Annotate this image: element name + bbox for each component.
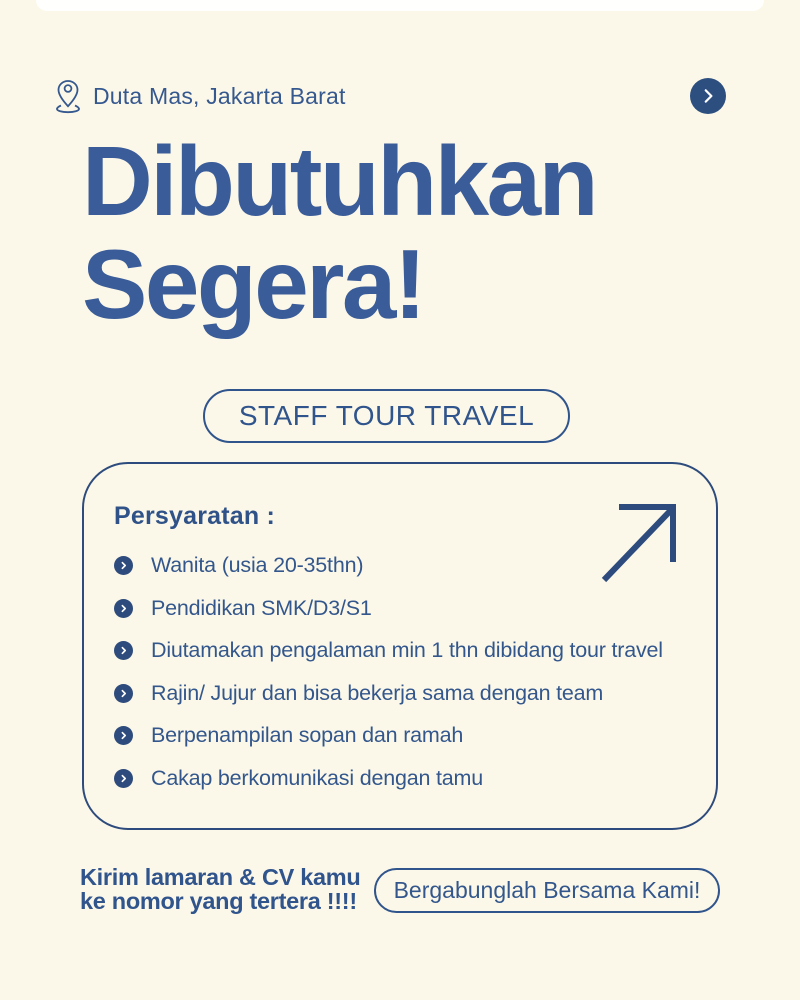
role-badge[interactable] — [203, 389, 570, 443]
apply-instruction-line-1: Kirim lamaran & CV kamu — [80, 864, 361, 890]
location-row — [52, 78, 346, 114]
requirement-text: Berpenampilan sopan dan ramah — [151, 723, 464, 747]
location-pin-icon — [52, 78, 84, 114]
list-item — [114, 596, 682, 621]
chevron-right-bullet-icon — [114, 556, 133, 575]
requirement-text: Rajin/ Jujur dan bisa bekerja sama dengan team — [151, 680, 604, 705]
requirement-text: Cakap berkomunikasi dengan tamu — [151, 765, 484, 790]
list-item — [114, 681, 682, 706]
requirements-list — [114, 553, 682, 791]
title-line-1: Dibutuhkan — [82, 126, 596, 236]
chevron-right-icon — [699, 87, 717, 105]
list-item — [114, 553, 682, 578]
title-line-2: Segera! — [82, 228, 425, 339]
chevron-right-bullet-icon — [114, 641, 133, 660]
chevron-right-bullet-icon — [114, 769, 133, 788]
list-item — [114, 638, 682, 663]
top-card-edge — [36, 0, 764, 11]
next-button[interactable] — [690, 78, 726, 114]
arrow-up-right-icon — [598, 500, 680, 586]
requirements-box — [82, 462, 718, 830]
requirement-text: Diutamakan pengalaman min 1 thn dibidang tour travel — [151, 638, 663, 662]
poster-title — [82, 126, 596, 339]
list-item — [114, 723, 682, 748]
join-us-badge[interactable] — [374, 868, 720, 913]
chevron-right-bullet-icon — [114, 684, 133, 703]
apply-instruction-line-2: ke nomor yang tertera !!!! — [80, 887, 357, 914]
join-us-badge-label: Bergabunglah Bersama Kami! — [393, 877, 701, 903]
role-badge-label: STAFF TOUR TRAVEL — [238, 400, 535, 431]
requirement-text: Pendidikan SMK/D3/S1 — [151, 595, 372, 620]
list-item — [114, 766, 682, 791]
apply-instruction — [80, 866, 360, 914]
chevron-right-bullet-icon — [114, 599, 133, 618]
chevron-right-bullet-icon — [114, 726, 133, 745]
requirement-text: Wanita (usia 20-35thn) — [151, 553, 364, 577]
requirements-heading: Persyaratan : — [114, 502, 276, 530]
location-text: Duta Mas, Jakarta Barat — [93, 82, 346, 109]
